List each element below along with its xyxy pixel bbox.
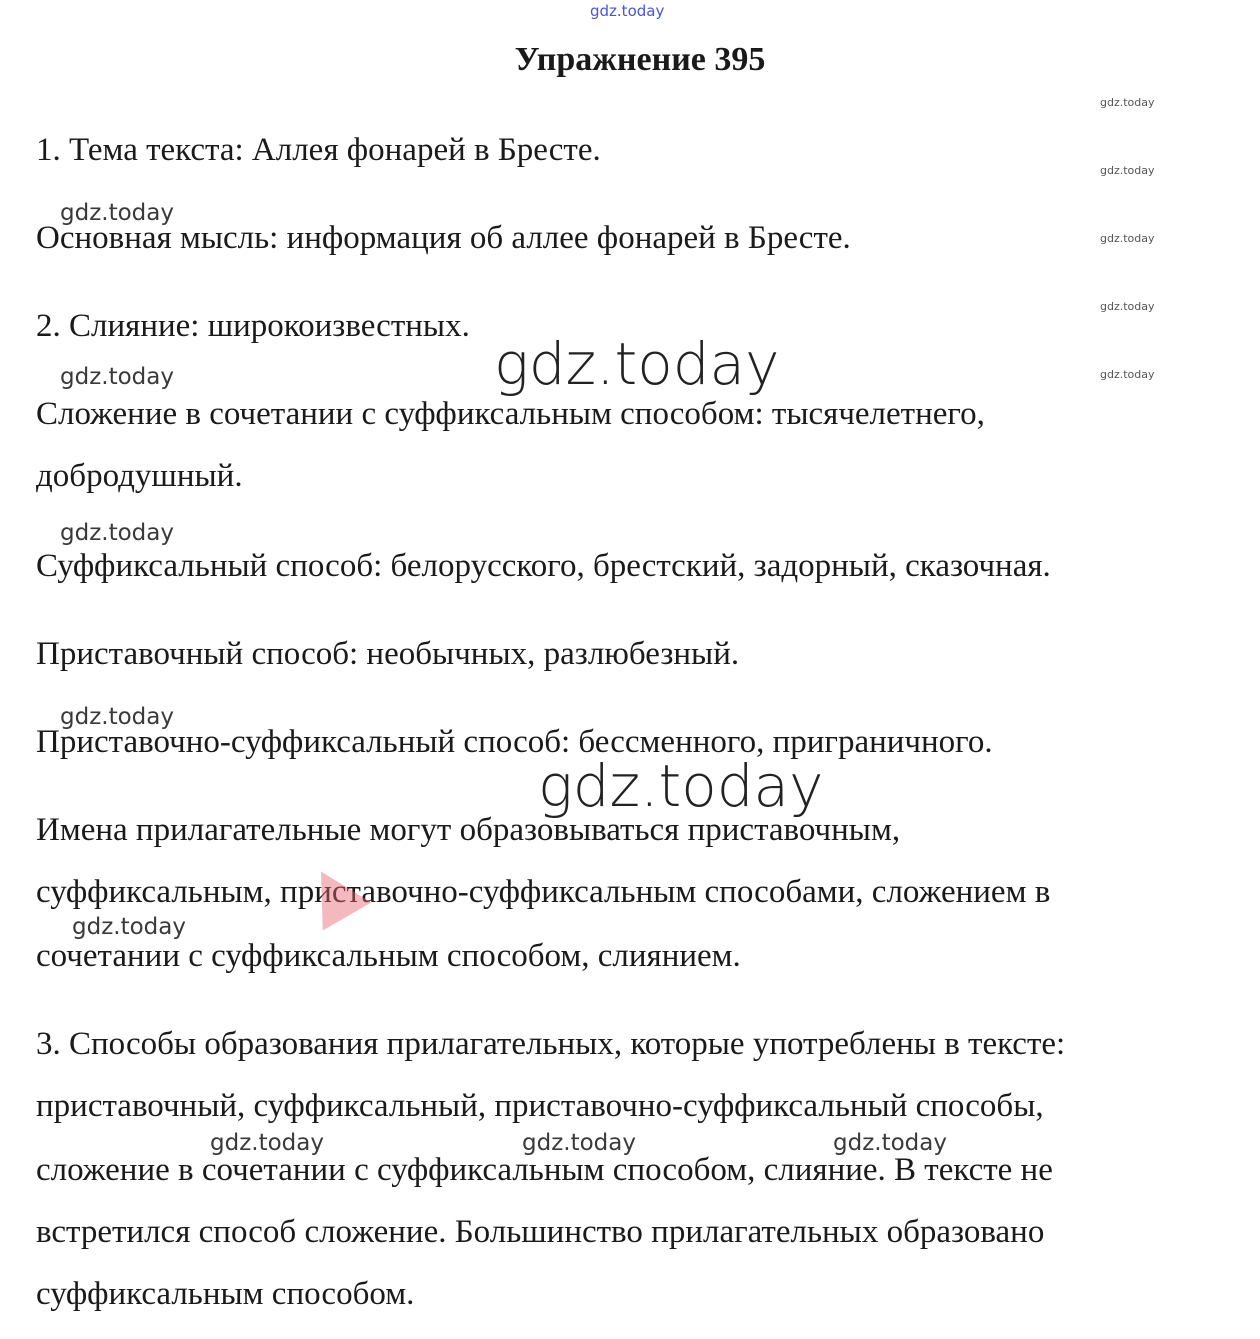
text-line: 2. Слияние: широкоизвестных. bbox=[36, 308, 470, 344]
text-line: встретился способ сложение. Большинство прилагательных образовано bbox=[36, 1214, 1045, 1250]
watermark-small: gdz.today bbox=[1100, 96, 1155, 109]
watermark-big: gdz.today bbox=[538, 752, 824, 820]
text-line: Основная мысль: информация об аллее фонарей в Бресте. bbox=[36, 220, 851, 256]
watermark-mid: gdz.today bbox=[522, 1130, 636, 1156]
watermark-small: gdz.today bbox=[1100, 368, 1155, 381]
watermark-small: gdz.today bbox=[1100, 232, 1155, 245]
text-line: Приставочный способ: необычных, разлюбезный. bbox=[36, 636, 740, 672]
watermark-mid: gdz.today bbox=[60, 704, 174, 730]
watermark-mid: gdz.today bbox=[833, 1130, 947, 1156]
text-line: Приставочно-суффиксальный способ: бессменного, приграничного. bbox=[36, 724, 993, 760]
text-line: сочетании с суффиксальным способом, слиянием. bbox=[36, 938, 741, 974]
text-line: Имена прилагательные могут образовываться приставочным, bbox=[36, 812, 901, 848]
text-line: приставочный, суффиксальный, приставочно-суффиксальный способы, bbox=[36, 1088, 1044, 1124]
watermark-mid: gdz.today bbox=[72, 914, 186, 940]
text-line: суффиксальным способом. bbox=[36, 1276, 415, 1312]
watermark-small: gdz.today bbox=[1100, 164, 1155, 177]
text-line: 1. Тема текста: Аллея фонарей в Бресте. bbox=[36, 132, 601, 168]
watermark-mid: gdz.today bbox=[60, 200, 174, 226]
watermark-mid: gdz.today bbox=[210, 1130, 324, 1156]
text-line: Суффиксальный способ: белорусского, брестский, задорный, сказочная. bbox=[36, 548, 1051, 584]
watermark-mid: gdz.today bbox=[60, 520, 174, 546]
text-line: 3. Способы образования прилагательных, которые употреблены в тексте: bbox=[36, 1026, 1066, 1062]
page-title: Упражнение 395 bbox=[514, 41, 766, 78]
text-line: Сложение в сочетании с суффиксальным способом: тысячелетнего, bbox=[36, 396, 985, 432]
text-line: добродушный. bbox=[36, 458, 243, 494]
watermark-mid: gdz.today bbox=[60, 364, 174, 390]
pointer-arrow-icon bbox=[297, 857, 371, 930]
watermark-top: gdz.today bbox=[590, 2, 665, 20]
text-line: сложение в сочетании с суффиксальным способом, слияние. В тексте не bbox=[36, 1152, 1053, 1188]
watermark-small: gdz.today bbox=[1100, 300, 1155, 313]
watermark-big: gdz.today bbox=[494, 330, 780, 398]
text-line: суффиксальным, приставочно-суффиксальным способами, сложением в bbox=[36, 874, 1051, 910]
